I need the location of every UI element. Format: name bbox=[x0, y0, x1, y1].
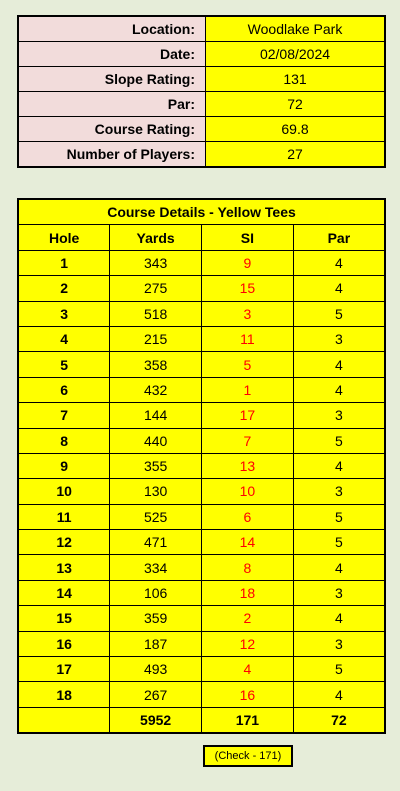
hole-par: 4 bbox=[293, 276, 385, 301]
hole-par: 3 bbox=[293, 326, 385, 351]
total-si: 171 bbox=[202, 707, 294, 733]
hole-par: 4 bbox=[293, 352, 385, 377]
hole-si: 7 bbox=[202, 428, 294, 453]
hole-par: 4 bbox=[293, 682, 385, 707]
hole-si: 16 bbox=[202, 682, 294, 707]
info-label: Par: bbox=[18, 92, 206, 117]
header-si: SI bbox=[202, 225, 294, 250]
course-header-row bbox=[18, 225, 385, 250]
hole-yards: 355 bbox=[110, 453, 202, 478]
hole-yards: 440 bbox=[110, 428, 202, 453]
info-row bbox=[18, 67, 385, 92]
info-value: 27 bbox=[206, 142, 386, 168]
hole-hole: 9 bbox=[18, 453, 110, 478]
hole-si: 5 bbox=[202, 352, 294, 377]
info-label: Slope Rating: bbox=[18, 67, 206, 92]
hole-si: 11 bbox=[202, 326, 294, 351]
info-value: Woodlake Park bbox=[206, 16, 386, 42]
hole-si: 2 bbox=[202, 606, 294, 631]
hole-par: 5 bbox=[293, 504, 385, 529]
info-value: 02/08/2024 bbox=[206, 42, 386, 67]
hole-hole: 3 bbox=[18, 301, 110, 326]
hole-hole: 10 bbox=[18, 479, 110, 504]
hole-hole: 6 bbox=[18, 377, 110, 402]
hole-yards: 215 bbox=[110, 326, 202, 351]
hole-row bbox=[18, 479, 385, 504]
hole-hole: 18 bbox=[18, 682, 110, 707]
hole-si: 13 bbox=[202, 453, 294, 478]
hole-si: 8 bbox=[202, 555, 294, 580]
info-row bbox=[18, 117, 385, 142]
hole-yards: 518 bbox=[110, 301, 202, 326]
hole-yards: 493 bbox=[110, 657, 202, 682]
hole-yards: 525 bbox=[110, 504, 202, 529]
hole-hole: 5 bbox=[18, 352, 110, 377]
header-hole: Hole bbox=[18, 225, 110, 250]
hole-par: 3 bbox=[293, 403, 385, 428]
hole-row bbox=[18, 580, 385, 605]
hole-row bbox=[18, 377, 385, 402]
hole-yards: 144 bbox=[110, 403, 202, 428]
info-label: Number of Players: bbox=[18, 142, 206, 168]
hole-hole: 1 bbox=[18, 250, 110, 275]
hole-yards: 334 bbox=[110, 555, 202, 580]
hole-yards: 471 bbox=[110, 530, 202, 555]
hole-si: 3 bbox=[202, 301, 294, 326]
si-check-box: (Check - 171) bbox=[203, 745, 293, 767]
totals-row bbox=[18, 707, 385, 733]
info-row bbox=[18, 142, 385, 168]
info-label: Date: bbox=[18, 42, 206, 67]
hole-si: 14 bbox=[202, 530, 294, 555]
course-details-table bbox=[17, 198, 386, 734]
hole-hole: 4 bbox=[18, 326, 110, 351]
hole-row bbox=[18, 403, 385, 428]
hole-yards: 130 bbox=[110, 479, 202, 504]
info-row bbox=[18, 42, 385, 67]
hole-si: 6 bbox=[202, 504, 294, 529]
hole-yards: 106 bbox=[110, 580, 202, 605]
hole-par: 4 bbox=[293, 606, 385, 631]
hole-hole: 14 bbox=[18, 580, 110, 605]
course-rows bbox=[18, 250, 385, 707]
hole-yards: 432 bbox=[110, 377, 202, 402]
hole-yards: 187 bbox=[110, 631, 202, 656]
hole-si: 10 bbox=[202, 479, 294, 504]
info-value: 72 bbox=[206, 92, 386, 117]
hole-row bbox=[18, 250, 385, 275]
hole-row bbox=[18, 657, 385, 682]
hole-yards: 359 bbox=[110, 606, 202, 631]
hole-si: 17 bbox=[202, 403, 294, 428]
info-value: 131 bbox=[206, 67, 386, 92]
hole-yards: 267 bbox=[110, 682, 202, 707]
hole-si: 12 bbox=[202, 631, 294, 656]
hole-par: 5 bbox=[293, 530, 385, 555]
total-par: 72 bbox=[293, 707, 385, 733]
hole-par: 5 bbox=[293, 301, 385, 326]
hole-par: 3 bbox=[293, 479, 385, 504]
hole-si: 9 bbox=[202, 250, 294, 275]
total-hole bbox=[18, 707, 110, 733]
hole-si: 1 bbox=[202, 377, 294, 402]
hole-si: 18 bbox=[202, 580, 294, 605]
info-value: 69.8 bbox=[206, 117, 386, 142]
hole-hole: 13 bbox=[18, 555, 110, 580]
hole-si: 4 bbox=[202, 657, 294, 682]
hole-row bbox=[18, 301, 385, 326]
hole-row bbox=[18, 530, 385, 555]
hole-hole: 8 bbox=[18, 428, 110, 453]
hole-row bbox=[18, 428, 385, 453]
hole-row bbox=[18, 606, 385, 631]
hole-par: 5 bbox=[293, 428, 385, 453]
hole-par: 3 bbox=[293, 580, 385, 605]
hole-row bbox=[18, 631, 385, 656]
info-row bbox=[18, 92, 385, 117]
hole-row bbox=[18, 276, 385, 301]
hole-hole: 15 bbox=[18, 606, 110, 631]
hole-par: 4 bbox=[293, 555, 385, 580]
info-label: Location: bbox=[18, 16, 206, 42]
hole-yards: 343 bbox=[110, 250, 202, 275]
hole-row bbox=[18, 326, 385, 351]
header-par: Par bbox=[293, 225, 385, 250]
round-info-table bbox=[17, 15, 386, 168]
round-info-body bbox=[18, 16, 385, 167]
hole-par: 5 bbox=[293, 657, 385, 682]
info-row bbox=[18, 16, 385, 42]
hole-hole: 12 bbox=[18, 530, 110, 555]
header-yards: Yards bbox=[110, 225, 202, 250]
hole-par: 4 bbox=[293, 453, 385, 478]
hole-si: 15 bbox=[202, 276, 294, 301]
hole-par: 3 bbox=[293, 631, 385, 656]
hole-yards: 275 bbox=[110, 276, 202, 301]
hole-row bbox=[18, 682, 385, 707]
hole-row bbox=[18, 453, 385, 478]
course-title: Course Details - Yellow Tees bbox=[18, 199, 385, 225]
total-yards: 5952 bbox=[110, 707, 202, 733]
hole-row bbox=[18, 352, 385, 377]
hole-hole: 17 bbox=[18, 657, 110, 682]
info-label: Course Rating: bbox=[18, 117, 206, 142]
hole-par: 4 bbox=[293, 250, 385, 275]
course-title-row bbox=[18, 199, 385, 225]
hole-yards: 358 bbox=[110, 352, 202, 377]
hole-hole: 11 bbox=[18, 504, 110, 529]
hole-row bbox=[18, 504, 385, 529]
hole-hole: 16 bbox=[18, 631, 110, 656]
hole-par: 4 bbox=[293, 377, 385, 402]
hole-hole: 2 bbox=[18, 276, 110, 301]
hole-row bbox=[18, 555, 385, 580]
hole-hole: 7 bbox=[18, 403, 110, 428]
